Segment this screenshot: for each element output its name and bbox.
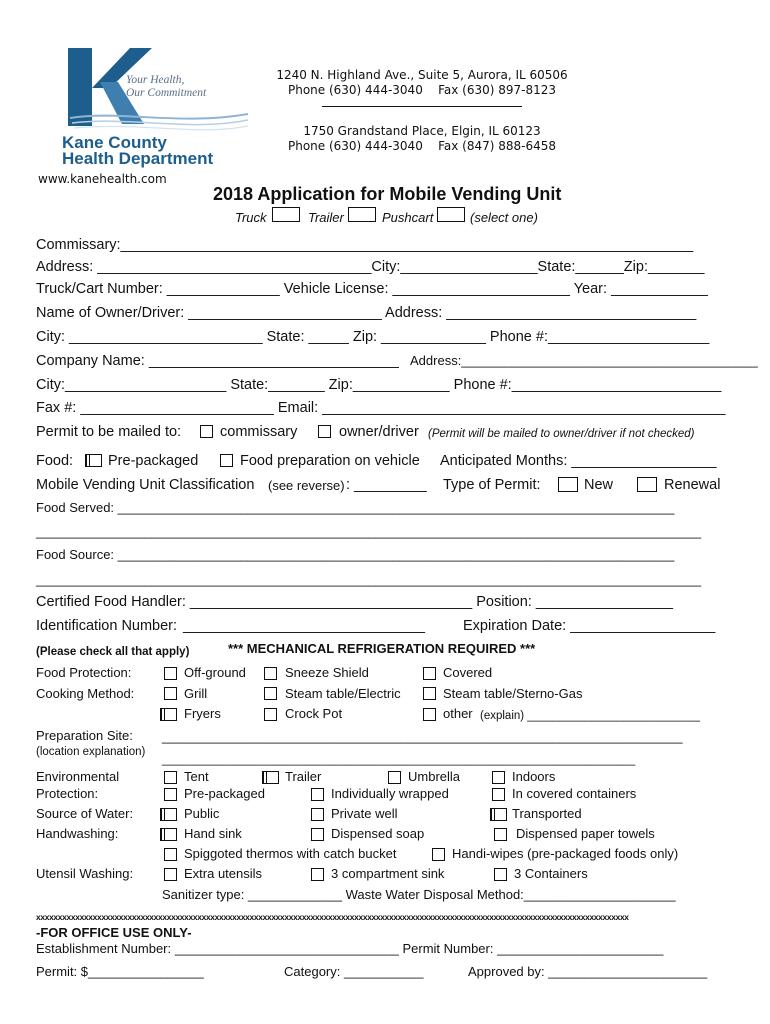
utensil-3containers-checkbox[interactable] <box>494 868 507 881</box>
env-tent-checkbox[interactable] <box>164 771 177 784</box>
food-preparation-label: Food preparation on vehicle <box>240 453 420 469</box>
fp-sneeze-checkbox[interactable] <box>264 667 277 680</box>
unit-type-trailer-label: Trailer <box>308 210 344 225</box>
owner-city-state-zip-phone-field[interactable]: City: ________________________ State: _____ Zip: _____________ Phone #:____________________ <box>36 329 710 345</box>
logo-tagline-2: Our Commitment <box>126 87 207 99</box>
owner-name-address-field[interactable]: Name of Owner/Driver: ________________________ Address: _______________________________ <box>36 305 697 321</box>
see-reverse-note: (see reverse) <box>268 478 345 493</box>
logo-org-name-2: Health Department <box>62 149 214 168</box>
env-covered-containers-label: In covered containers <box>512 786 637 801</box>
unit-type-note: (select one) <box>470 210 538 225</box>
hand-thermos-checkbox[interactable] <box>164 848 177 861</box>
logo-org-name-1: Kane County <box>62 133 167 152</box>
hand-sink-checkbox[interactable] <box>164 828 177 841</box>
cm-crockpot-checkbox[interactable] <box>264 708 277 721</box>
water-transported-label: Transported <box>512 806 582 821</box>
separator-line: xxxxxxxxxxxxxxxxxxxxxxxxxxxxxxxxxxxxxxxxxxxxxxxxxxxxxxxxxxxxxxxxxxxxxxxxxxxxxxxxxxxxxxxxxxxxxxxxxxxxxxxxxxxxxxxxxxxxxxxxxxxxxxxxxxxxxxxx <box>36 912 629 922</box>
refrigeration-note: *** MECHANICAL REFRIGERATION REQUIRED *** <box>228 641 536 656</box>
food-prepackaged-label: Pre-packaged <box>108 453 199 469</box>
company-name-field[interactable]: Company Name: _______________________________ <box>36 353 399 369</box>
water-public-checkbox[interactable] <box>164 808 177 821</box>
handwashing-label: Handwashing: <box>36 826 119 841</box>
permit-fee-field[interactable]: Permit: $________________ <box>36 964 204 979</box>
env-indoors-checkbox[interactable] <box>492 771 505 784</box>
company-city-state-zip-phone-field[interactable]: City:____________________ State:_______ Zip:____________ Phone #:__________________________ <box>36 377 722 393</box>
classification-label: Mobile Vending Unit Classification <box>36 477 255 493</box>
food-protection-label: Food Protection: <box>36 665 132 680</box>
office-use-heading: -FOR OFFICE USE ONLY- <box>36 925 192 940</box>
unit-type-pushcart-checkbox[interactable] <box>437 207 465 222</box>
food-source-line-2[interactable]: ____________________________________________________________________________________________ <box>36 572 702 587</box>
truck-number-license-year-field[interactable]: Truck/Cart Number: ______________ Vehicle License: ______________________ Year: ____________ <box>36 281 708 297</box>
permit-new-label: New <box>584 477 614 493</box>
header-divider <box>322 106 522 107</box>
approved-by-field[interactable]: Approved by: ______________________ <box>468 964 708 979</box>
unit-type-truck-label: Truck <box>235 210 267 225</box>
unit-type-pushcart-label: Pushcart <box>382 210 434 225</box>
water-source-label: Source of Water: <box>36 806 134 821</box>
kane-county-logo <box>60 44 260 174</box>
fax-email-field[interactable]: Fax #: ________________________ Email: __________________________________________________ <box>36 400 726 416</box>
food-prepackaged-checkbox[interactable] <box>89 454 102 467</box>
env-umbrella-label: Umbrella <box>408 769 461 784</box>
cm-steam-electric-label: Steam table/Electric <box>285 686 401 701</box>
commissary-field[interactable]: Commissary:_______________________________________________________________________ <box>36 237 694 253</box>
permit-renewal-checkbox[interactable] <box>637 477 657 492</box>
env-trailer-label: Trailer <box>285 769 322 784</box>
prep-site-label: Preparation Site: <box>36 728 133 743</box>
permit-note: (Permit will be mailed to owner/driver if not checked) <box>428 428 695 440</box>
unit-type-truck-checkbox[interactable] <box>272 207 300 222</box>
env-protection-label-1: Environmental <box>36 769 120 784</box>
type-of-permit-label: Type of Permit: <box>443 477 541 493</box>
food-served-line-2[interactable]: ____________________________________________________________________________________________ <box>36 524 702 539</box>
food-served-field[interactable]: Food Served: _____________________________________________________________________________ <box>36 500 675 515</box>
cooking-method-label: Cooking Method: <box>36 686 135 701</box>
cm-other-explain-field[interactable]: (explain) ___________________________ <box>480 710 700 722</box>
env-individually-checkbox[interactable] <box>311 788 324 801</box>
hand-sink-label: Hand sink <box>184 826 242 841</box>
fp-covered-checkbox[interactable] <box>423 667 436 680</box>
permit-new-checkbox[interactable] <box>558 477 578 492</box>
hand-towels-checkbox[interactable] <box>494 828 507 841</box>
page-title: 2018 Application for Mobile Vending Unit <box>213 184 562 204</box>
cm-other-checkbox[interactable] <box>423 708 436 721</box>
env-tent-label: Tent <box>184 769 209 784</box>
certified-food-handler-field[interactable]: Certified Food Handler: ___________________________________ Position: _________________ <box>36 594 673 610</box>
anticipated-months-field[interactable]: Anticipated Months: __________________ <box>440 453 717 469</box>
hand-thermos-label: Spiggoted thermos with catch bucket <box>184 846 397 861</box>
water-private-label: Private well <box>331 806 398 821</box>
logo-tagline-1: Your Health, <box>126 74 185 86</box>
hand-soap-label: Dispensed soap <box>331 826 425 841</box>
location-explanation-note: (location explanation) <box>36 746 146 758</box>
env-umbrella-checkbox[interactable] <box>388 771 401 784</box>
classification-field[interactable]: : _________ <box>346 477 427 493</box>
address-city-state-zip-field[interactable]: Address: __________________________________City:_________________State:______Zip:_______ <box>36 259 705 275</box>
cm-steam-sterno-checkbox[interactable] <box>423 687 436 700</box>
hand-towels-label: Dispensed paper towels <box>516 826 655 841</box>
env-covered-containers-checkbox[interactable] <box>492 788 505 801</box>
identification-number-field[interactable]: ______________________________ <box>183 618 425 634</box>
fp-offground-label: Off-ground <box>184 665 246 680</box>
fp-sneeze-label: Sneeze Shield <box>285 665 369 680</box>
permit-commissary-checkbox[interactable] <box>200 425 213 438</box>
env-individually-label: Individually wrapped <box>331 786 449 801</box>
water-public-label: Public <box>184 806 220 821</box>
cm-steam-sterno-label: Steam table/Sterno-Gas <box>443 686 583 701</box>
office1-address: 1240 N. Highland Ave., Suite 5, Aurora, IL 60506 <box>276 68 568 82</box>
cm-fryers-label: Fryers <box>184 706 221 721</box>
office2-phone: Phone (630) 444-3040 Fax (847) 888-6458 <box>287 139 557 153</box>
utensil-extra-label: Extra utensils <box>184 866 263 881</box>
permit-commissary-label: commissary <box>220 424 298 440</box>
office-aurora <box>272 68 572 98</box>
utensil-3containers-label: 3 Containers <box>514 866 588 881</box>
env-prepackaged-checkbox[interactable] <box>164 788 177 801</box>
check-all-note: (Please check all that apply) <box>36 646 190 658</box>
fp-offground-checkbox[interactable] <box>164 667 177 680</box>
website: www.kanehealth.com <box>38 172 167 186</box>
cm-fryers-checkbox[interactable] <box>164 708 177 721</box>
food-label: Food: <box>36 453 74 469</box>
food-source-field[interactable]: Food Source: _____________________________________________________________________________ <box>36 547 675 562</box>
env-prepackaged-label: Pre-packaged <box>184 786 265 801</box>
establishment-permit-number-field[interactable]: Establishment Number: _______________________________ Permit Number: _______________________ <box>36 941 664 956</box>
permit-owner-checkbox[interactable] <box>318 425 331 438</box>
utensil-washing-label: Utensil Washing: <box>36 866 134 881</box>
utensil-extra-checkbox[interactable] <box>164 868 177 881</box>
cm-grill-checkbox[interactable] <box>164 687 177 700</box>
identification-number-label: Identification Number: <box>36 618 178 634</box>
cm-other-label: other <box>443 706 473 721</box>
fp-covered-label: Covered <box>443 665 493 680</box>
expiration-date-field[interactable]: Expiration Date: __________________ <box>463 618 716 634</box>
cm-grill-label: Grill <box>184 686 208 701</box>
unit-type-trailer-checkbox[interactable] <box>348 207 376 222</box>
permit-mailed-label: Permit to be mailed to: <box>36 424 182 440</box>
prep-site-field[interactable]: ________________________________________________________________________ <box>162 729 683 744</box>
hand-wipes-label: Handi-wipes (pre-packaged foods only) <box>452 846 679 861</box>
permit-owner-label: owner/driver <box>339 424 419 440</box>
office-elgin <box>272 124 572 154</box>
hand-wipes-checkbox[interactable] <box>432 848 445 861</box>
company-address-field[interactable]: Address:_________________________________________ <box>410 353 758 368</box>
utensil-3sink-label: 3 compartment sink <box>331 866 445 881</box>
cm-steam-electric-checkbox[interactable] <box>264 687 277 700</box>
office1-phone: Phone (630) 444-3040 Fax (630) 897-8123 <box>287 83 557 97</box>
hand-soap-checkbox[interactable] <box>311 828 324 841</box>
cm-crockpot-label: Crock Pot <box>285 706 343 721</box>
permit-renewal-label: Renewal <box>664 477 721 493</box>
prep-site-line-2[interactable]: __________________________________________________________________________ <box>162 754 636 766</box>
sanitizer-wastewater-field[interactable]: Sanitizer type: _____________ Waste Water Disposal Method:_____________________ <box>162 887 676 902</box>
env-trailer-checkbox[interactable] <box>266 771 279 784</box>
category-field[interactable]: Category: ___________ <box>284 964 424 979</box>
utensil-3sink-checkbox[interactable] <box>311 868 324 881</box>
water-private-checkbox[interactable] <box>311 808 324 821</box>
food-preparation-checkbox[interactable] <box>220 454 233 467</box>
water-transported-checkbox[interactable] <box>494 808 507 821</box>
env-protection-label-2: Protection: <box>36 786 99 801</box>
env-indoors-label: Indoors <box>512 769 556 784</box>
office2-address: 1750 Grandstand Place, Elgin, IL 60123 <box>303 124 541 138</box>
